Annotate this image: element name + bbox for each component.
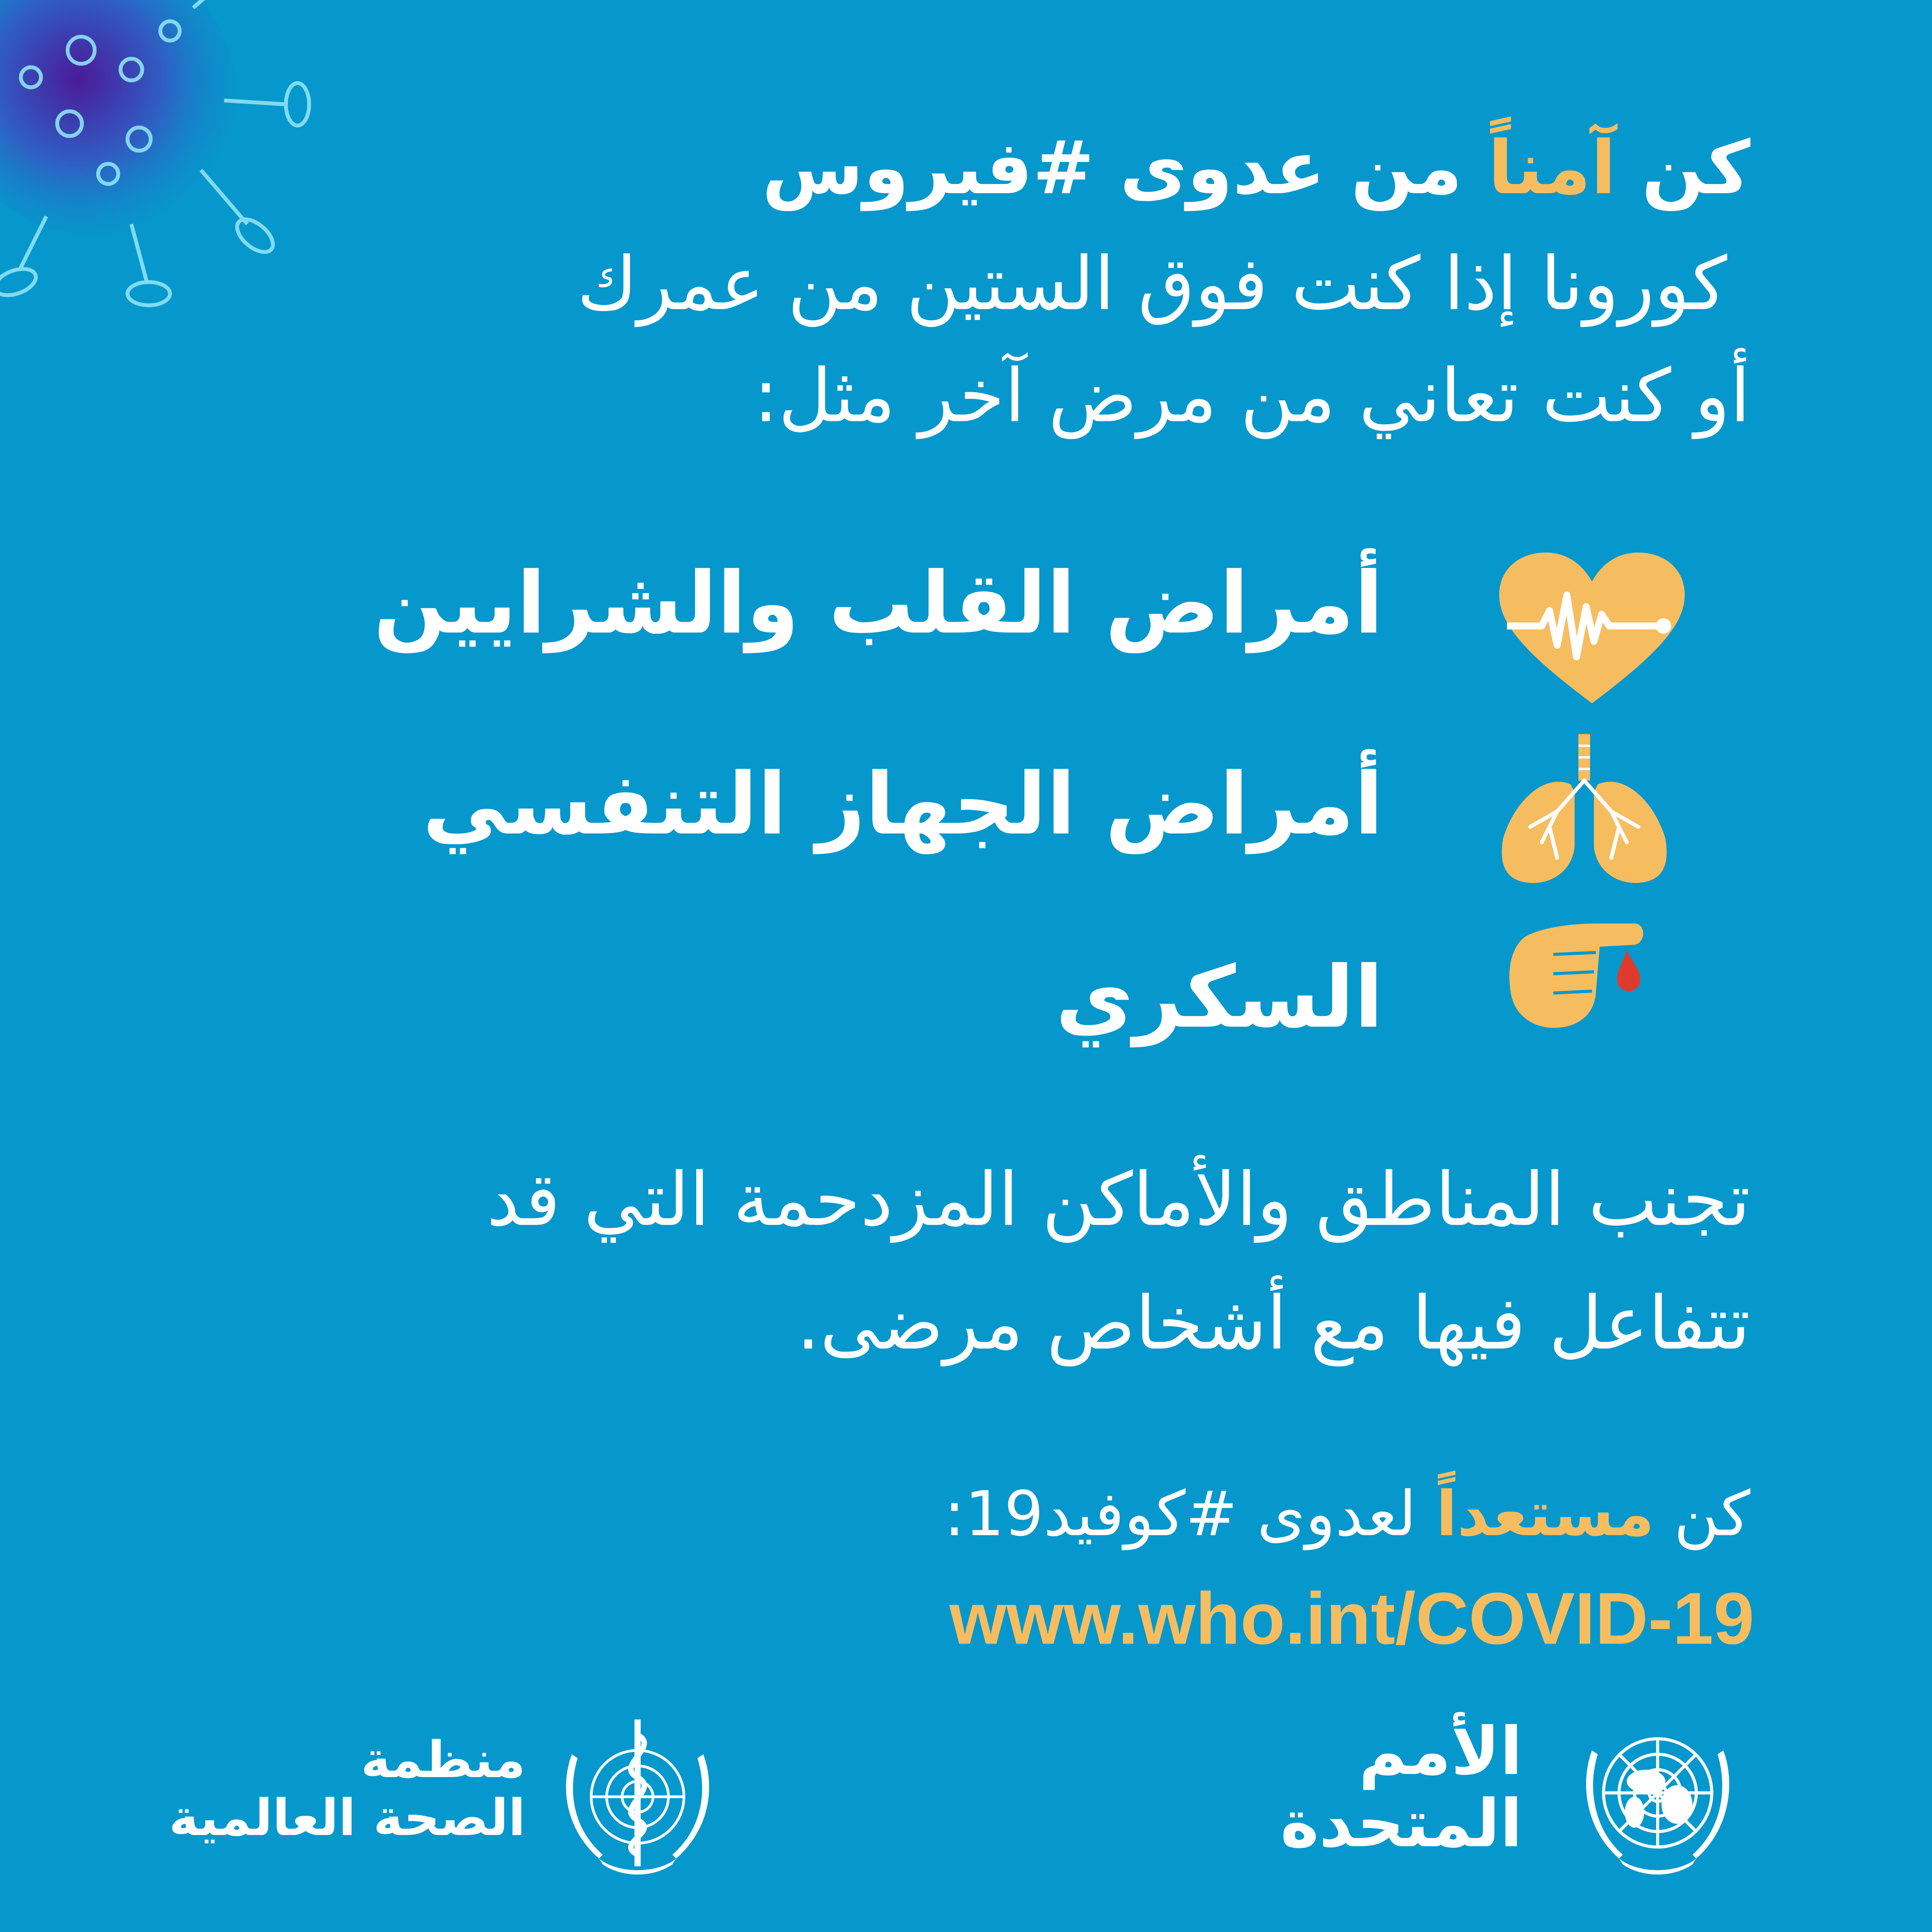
- coronavirus-graphic: [0, 0, 332, 332]
- headline-line-3: أو كنت تعاني من مرض آخر مثل:: [753, 353, 1750, 439]
- lungs-icon: [1499, 734, 1669, 885]
- condition-respiratory-label: أمراض الجهاز التنفسي: [422, 755, 1383, 854]
- ready-prefix: كن: [1654, 1478, 1750, 1550]
- un-name-line-1: الأمم: [1359, 1713, 1522, 1790]
- condition-heart-label: أمراض القلب والشرايين: [373, 554, 1383, 653]
- heart-pulse-icon: [1499, 553, 1685, 707]
- un-emblem-icon: [1569, 1712, 1747, 1889]
- un-name: [1280, 1713, 1522, 1862]
- un-name-line-2: المتحدة: [1280, 1786, 1522, 1862]
- who-name-line-1: منظمة: [361, 1730, 526, 1789]
- headline-accent-word: آمناً: [1488, 125, 1616, 211]
- who-emblem-icon: [549, 1712, 726, 1889]
- condition-diabetes-label: السكري: [1055, 948, 1383, 1047]
- headline-title: [762, 125, 1750, 211]
- finger-blood-drop-icon: [1499, 916, 1662, 1032]
- who-name: [169, 1731, 526, 1847]
- advice-line-1: تجنب المناطق والأماكن المزدحمة التي قد: [486, 1157, 1750, 1242]
- ready-line: [944, 1480, 1750, 1548]
- ready-suffix: لعدوى #كوفيد19:: [944, 1478, 1436, 1550]
- who-covid-link[interactable]: www.who.int/COVID-19: [949, 1578, 1754, 1660]
- headline-line-2: كورونا إذا كنت فوق الستين من عمرك: [577, 241, 1727, 327]
- ready-accent-word: مستعداً: [1436, 1478, 1655, 1550]
- headline-prefix: كن: [1616, 125, 1750, 211]
- advice-line-2: تتفاعل فيها مع أشخاص مرضى.: [796, 1281, 1750, 1366]
- headline-suffix: من عدوى #فيروس: [762, 125, 1488, 211]
- who-name-line-2: الصحة العالمية: [169, 1788, 526, 1847]
